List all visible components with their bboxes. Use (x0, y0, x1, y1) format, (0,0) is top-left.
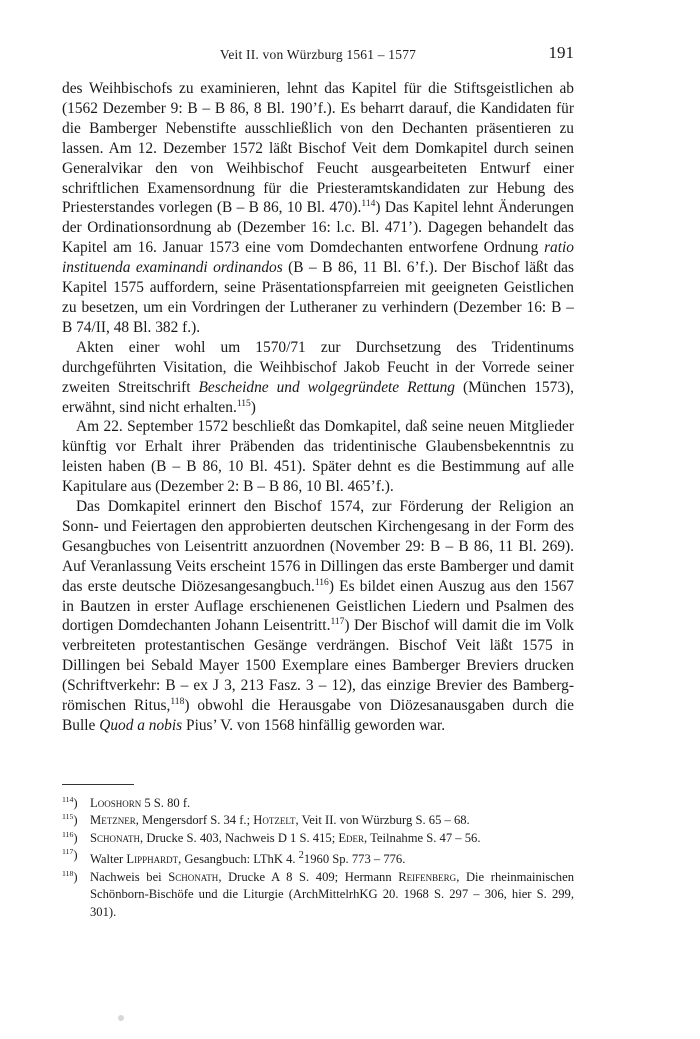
footnote-text (90, 813, 470, 827)
body-paragraph (62, 338, 574, 418)
footnote-number: $^{117}$) (62, 847, 78, 863)
footnote-divider (62, 784, 134, 785)
author-name: Looshorn (90, 796, 142, 810)
footnote-reference: 2 (298, 850, 304, 862)
author-name: Schonath (168, 869, 219, 884)
text-run: , Drucke S. 403, Nachweis D 1 S. 415; (140, 830, 339, 845)
page-number: 191 (548, 43, 574, 62)
text-run: , Mengersdorf S. 34 f.; (135, 813, 254, 828)
text-run: 5 S. 80 f. (141, 796, 191, 810)
text-run: , Gesangbuch: LThK 4. (178, 852, 299, 867)
body-paragraph (62, 79, 574, 338)
author-name: Lipphardt (126, 852, 179, 867)
author-name: Metzner (90, 813, 136, 828)
footnote-number: $^{114}$) (62, 794, 78, 810)
footnote-reference: 115 (236, 397, 251, 409)
text-run: ) obwohl die Herausgabe von Diözesanausgaben durch die Bulle (62, 697, 574, 734)
footnote-number-value: 114 (62, 794, 74, 804)
body-paragraph (62, 497, 574, 736)
text-run: Nachweis bei (90, 869, 169, 884)
text-run: 1960 Sp. 773 – 776. (303, 852, 406, 867)
footnote-text (90, 852, 405, 866)
body-text (62, 79, 574, 736)
footnote-number: $^{115}$) (62, 812, 78, 828)
text-run: , Teilnahme S. 47 – 56. (364, 830, 481, 845)
footnote-text (90, 831, 480, 845)
text-run: des Weihbischofs zu examinieren, lehnt das Kapitel für die Stiftsgeistlichen ab (1562 Dezember 9: B – B 86, 8 Bl. 190’f.). Es beharrt darauf, die Kandidaten für die Bamberger Nebenstifte ausschließlich von den Dechanten präsentieren zu lassen. Am 12. Dezember 1572 läßt Bischof Veit dem Domkapitel durch seinen Generalvikar den von Weihbischof Feucht ausgearbeiteten Entwurf einer schriftlichen Examensordnung für die Priesteramtskandidaten zur Hebung des Priesterstandes vorlegen (B – B 86, 10 Bl. 470). (62, 80, 574, 217)
footnote-number: $^{116}$) (62, 829, 78, 845)
footnote (62, 847, 574, 869)
author-name: Eder (338, 830, 365, 845)
page-mark (118, 1015, 124, 1021)
italic-term: Bescheidne und wolgegründete Rettung (198, 378, 455, 396)
running-head: Veit II. von Würzburg 1561 – 1577 (219, 47, 417, 62)
footnote-reference: 116 (314, 576, 329, 588)
footnote-number: $^{118}$) (62, 868, 78, 884)
text-run: (B – B 86, 11 Bl. 6’f.). Der Bischof läßt das Kapitel 1575 auffordern, seine Präsentationspfarreien mit geeigneten Geistlichen zu besetzen, um ein Vordringen der Lutheraner zu verhindern (Dezember 16: B – B 74/II, 48 Bl. 382 f.). (62, 259, 574, 336)
footnote-text (90, 870, 574, 919)
footnote-reference: 118 (170, 695, 185, 707)
text-run: ) Es bildet einen Auszug aus den 1567 in Bautzen in erster Auflage erschienenen Geistlichen Liedern und Psalmen des dortigen Domdechanten Johann Leisentritt. (62, 577, 574, 635)
footnote-reference: 117 (330, 616, 345, 628)
text-run: , Drucke A 8 S. 409; Hermann (218, 869, 399, 884)
footnote-number-value: 115 (62, 812, 74, 822)
text-run: Das Domkapitel erinnert den Bischof 1574, zur Förderung der Religion an Sonn- und Feiertagen den approbierten deutschen Kirchengesang in der Form des Gesangbuches von Leisentritt anzuordnen (November 29: B – B 86, 11 Bl. 269). Auf Veranlassung Veits erscheint 1576 in Dillingen das erste Bamberger und damit das erste deutsche Diözesangesangbuch. (62, 498, 574, 595)
body-paragraph (62, 417, 574, 497)
text-run: ) Das Kapitel lehnt Änderungen der Ordinationsordnung ab (Dezember 16: l.c. Bl. 471’). Dagegen behandelt das Kapitel am 16. Januar 1573 eine vom Domdechanten entworfene Ordnung (62, 199, 574, 257)
footnote (62, 812, 574, 829)
author-name: Schonath (90, 830, 141, 845)
author-name: Reifenberg (398, 869, 457, 884)
footnote-number-value: 118 (62, 868, 74, 878)
text-run: Pius’ V. von 1568 hinfällig geworden war. (182, 717, 446, 734)
footnote-text (90, 796, 190, 810)
text-run: , Die rheinmainischen Schönborn-Bischöfe und die Liturgie (ArchMittelrhKG 20. 1968 S. 297 – 306, hier S. 299, 301). (90, 869, 574, 919)
text-run: ) Der Bischof will damit die im Volk verbreiteten protestantischen Gesänge verdrängen. Bischof Veit läßt 1575 in Dillingen bei Sebald Mayer 1500 Exemplare eines Bamberger Breviers drucken (Schriftverkehr: B – ex J 3, 213 Fasz. 3 – 12), das einzige Brevier des Bamberg-römischen Ritus, (62, 617, 574, 715)
text-run: (München 1573), erwähnt, sind nicht erhalten. (62, 378, 574, 416)
footnote (62, 830, 574, 847)
footnotes (62, 795, 574, 921)
footnote (62, 869, 574, 921)
text-run: Am 22. September 1572 beschließt das Domkapitel, daß seine neuen Mitglieder künftig vor Erhalt ihrer Präbenden das tridentinische Glaubensbekenntnis zu leisten haben (B – B 86, 10 Bl. 451). Später dehnt es die Bestimmung auf alle Kapitulare aus (Dezember 2: B – B 86, 10 Bl. 465’f.). (62, 418, 574, 496)
italic-term: ratio instituenda examinandi ordinandos (62, 239, 574, 277)
author-name: Hotzelt (253, 813, 296, 828)
text-run: Walter (90, 852, 127, 867)
footnote (62, 795, 574, 812)
text-run: ) (250, 398, 256, 416)
page-header (62, 43, 574, 69)
text-run: , Veit II. von Würzburg S. 65 – 68. (295, 813, 470, 828)
footnote-reference: 114 (361, 198, 376, 210)
italic-term: Quod a nobis (99, 717, 183, 734)
text-run: Akten einer wohl um 1570/71 zur Durchsetzung des Tridentinums durchgeführten Visitation, die Weihbischof Jakob Feucht in der Vorrede seiner zweiten Streitschrift (62, 338, 574, 396)
footnote-number-value: 117 (62, 847, 74, 857)
footnote-number-value: 116 (62, 829, 74, 839)
